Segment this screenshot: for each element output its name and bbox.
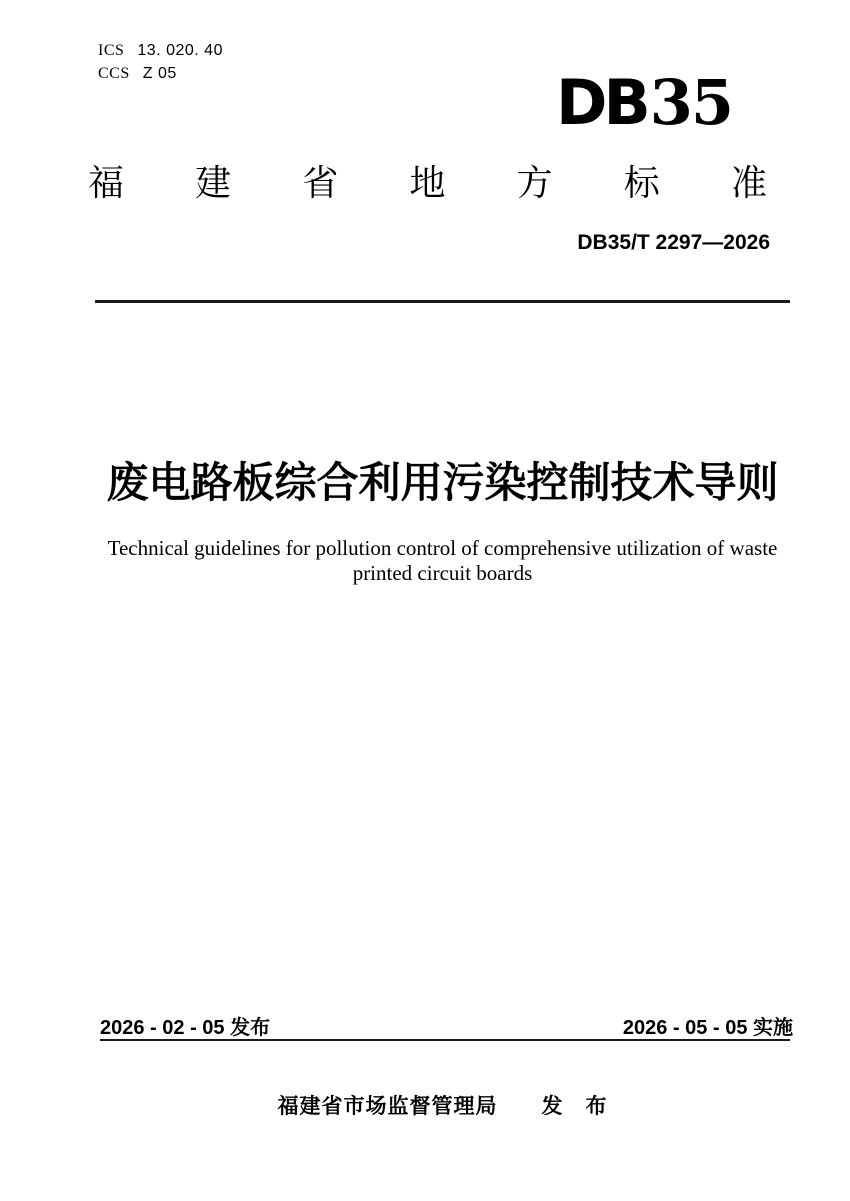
document-title-en [95, 536, 790, 586]
category-char: 标 [623, 162, 660, 203]
publisher-line: 福建省市场监督管理局 发 布 [277, 1095, 608, 1118]
standard-number: DB35/T 2297—2026 [577, 231, 770, 254]
ics-value: 13. 020. 40 [137, 42, 223, 59]
document-title-zh: 废电路板综合利用污染控制技术导则 [106, 459, 779, 506]
ccs-line [98, 64, 223, 83]
category-char: 福 [88, 162, 125, 203]
standard-category-title [88, 164, 767, 202]
db35-logo [555, 66, 732, 139]
issue-date: 2026 - 02 - 05 发布 [100, 1017, 271, 1039]
date-row [100, 1011, 793, 1040]
category-char: 方 [516, 162, 553, 203]
logo-db-letters: DB [555, 66, 647, 139]
category-char: 省 [302, 162, 339, 203]
bottom-rule [100, 1039, 790, 1041]
category-char: 准 [730, 162, 767, 203]
ccs-label: CCS [98, 65, 130, 82]
ics-label: ICS [98, 42, 125, 59]
category-char: 建 [195, 162, 232, 203]
top-rule [95, 300, 790, 303]
title-en-line1: Technical guidelines for pollution control of comprehensive utilization of waste [107, 536, 778, 560]
ccs-value: Z 05 [142, 65, 177, 82]
category-char: 地 [409, 162, 446, 203]
ics-ccs-block [98, 41, 223, 87]
title-en-line2: printed circuit boards [352, 561, 533, 585]
logo-region-number: 35 [649, 66, 732, 139]
implement-date: 2026 - 05 - 05 实施 [622, 1017, 793, 1039]
ics-line [98, 41, 223, 60]
